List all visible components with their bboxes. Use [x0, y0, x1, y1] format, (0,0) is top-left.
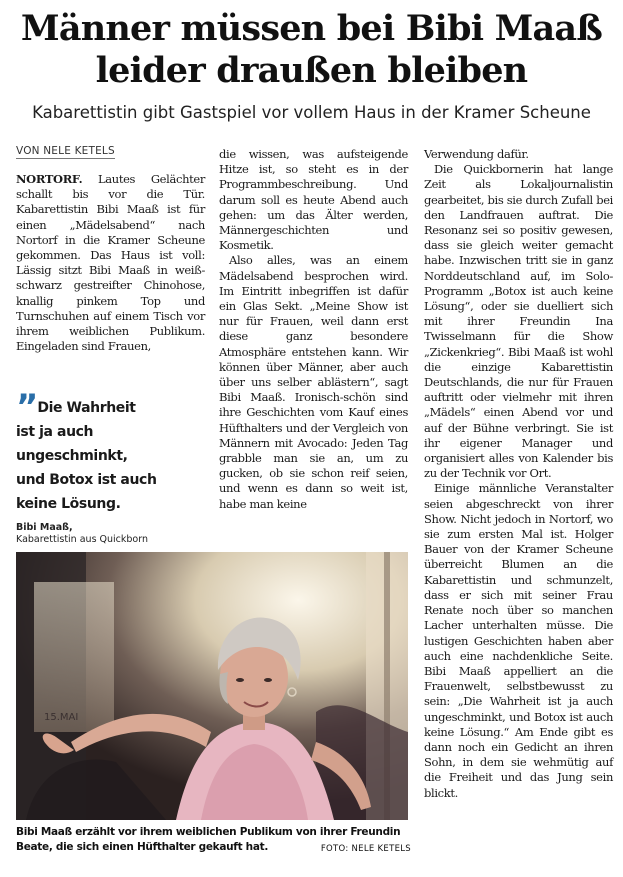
stage-sign-text: 15.MAI [44, 712, 79, 723]
article-headline [0, 8, 623, 92]
article-byline: VON NELE KETELS [16, 145, 115, 157]
headline-line-1: Männer müssen bei Bibi Maaß [20, 8, 603, 49]
caption-text: Bibi Maaß erzählt vor ihrem weiblichen Publikum von ihrer Freundin Beate, die sich einen Hüfthalter gekauft hat. [16, 826, 401, 853]
pull-quote [16, 387, 206, 546]
paragraph: Einige männliche Veranstalter seien abgeschreckt von ihrer Show. Nicht jedoch in Nortorf, wo sie zum ersten Mal ist. Holger Bauer von der Kramer Scheune überreicht Blumen an die Kabarettistin und schmunzelt, dass er sich mit seiner Frau Renate noch über so manchen Lacher unterhalten müsse. Die lustigen Geschichten haben aber auch eine nachdenkliche Seite. Bibi Maaß appelliert an die Frauenwelt, selbstbewusst zu sein: „Die Wahrheit ist ja auch ungeschminkt, und Botox ist auch keine Lösung.“ Am Ende gibt es dann noch ein Gedicht an ihren Sohn, in dem sie wehmütig auf die Freiheit und das Jung sein blickt. [424, 481, 613, 800]
paragraph: die wissen, was aufsteigende Hitze ist, so steht es in der Programmbeschreibung. Und darum soll es heute Abend auch gehen: um das Älter werden, Männergeschichten und Kosmetik. [219, 147, 408, 253]
quote-line: keine Lösung. [16, 496, 121, 512]
pull-quote-author [16, 522, 206, 546]
author-name: Bibi Maaß, [16, 522, 73, 533]
author-role: Kabarettistin aus Quickborn [16, 534, 148, 545]
performer-photo-illustration [16, 552, 408, 820]
quote-line: und Botox ist auch [16, 472, 157, 488]
paragraph: Also alles, was an einem Mädelsabend besprochen wird. Im Eintritt inbegriffen ist dafür ein Glas Sekt. „Meine Show ist nur für Frauen, weil dann erst diese ganz besondere Atmosphäre entstehen kann. Wir können über Männer, aber auch über uns selber ablästern“, sagt Bibi Maaß. Ironisch-schön sind ihre Geschichten vom Kauf eines Hüfthalters und der Vergleich von Männern mit Avocado: Jeden Tag grabble man sie an, um zu gucken, ob sie schon reif seien, und wenn es dann so weit ist, habe man keine [219, 253, 408, 511]
photo-caption [16, 825, 411, 857]
quote-mark-icon: ” [16, 387, 35, 427]
paragraph-text: Lautes Gelächter schallt bis vor die Tür. Kabarettistin Bibi Maaß ist für einen „Mädelsabend“ nach Nortorf in die Kramer Scheune gekommen. Das Haus ist voll: Lässig sitzt Bibi Maaß in weiß-schwarz gestreifter Chinohose, knallig pinkem Top und Turnschuhen auf einem Tisch vor ihrem weiblichen Publikum. Eingeladen sind Frauen, [16, 172, 205, 354]
article-photo [16, 552, 408, 820]
paragraph: Die Quickbornerin hat lange Zeit als Lokaljournalistin gearbeitet, bis sie durch Zufall bei den Landfrauen auftrat. Die Resonanz sei so positiv gewesen, dass sie gleich weiter gemacht habe. Inzwischen tritt sie in ganz Norddeutschland auf, im Solo-Programm „Botox ist auch keine Lösung“, oder sie duelliert sich mit ihrer Freundin Ina Twisselmann für die Show „Zickenkrieg“. Bibi Maaß ist wohl die einzige Kabarettistin Deutschlands, die nur für Frauen auftritt oder vielmehr mit ihren „Mädels“ einen Abend vor und auf der Bühne verbringt. Sie ist ihr eigener Manager und organisiert alles von Kalender bis zu der Technik vor Ort. [424, 162, 613, 481]
article-column-1 [16, 172, 205, 354]
photo-credit: FOTO: NELE KETELS [320, 844, 411, 854]
paragraph: Verwendung dafür. [424, 147, 529, 161]
dateline: NORTORF. [16, 172, 83, 186]
quote-line: ist ja auch ungeschminkt, [16, 424, 128, 464]
article-column-3 [424, 147, 613, 801]
article-subhead: Kabarettistin gibt Gastspiel vor vollem Haus in der Kramer Scheune [32, 103, 591, 122]
paragraph [16, 172, 205, 354]
article-column-2 [219, 147, 408, 512]
quote-line: Die Wahrheit [37, 400, 136, 416]
headline-line-2: leider draußen bleiben [95, 50, 528, 91]
pull-quote-text [16, 387, 206, 516]
